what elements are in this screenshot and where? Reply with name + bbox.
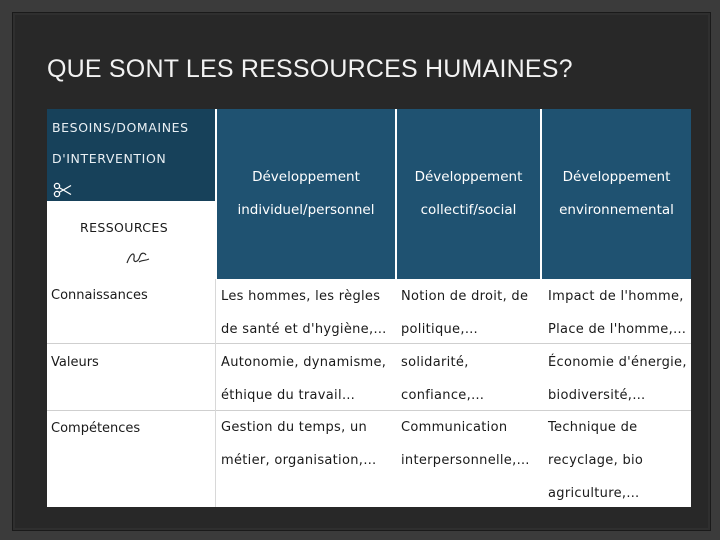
row-label-valeurs: Valeurs <box>51 355 99 370</box>
col-divider-3 <box>540 109 542 279</box>
slide <box>12 12 711 531</box>
row-divider-1 <box>47 343 691 344</box>
col-divider-2 <box>395 109 397 279</box>
row-label-competences: Compétences <box>51 421 141 436</box>
header-band <box>215 109 691 279</box>
body-col-divider-1 <box>215 279 216 507</box>
corner-resources-area <box>47 201 215 279</box>
corner-label-line2: D'INTERVENTION <box>52 151 167 166</box>
table-cell: Notion de droit, de <box>401 289 529 304</box>
table-cell: Gestion du temps, un <box>221 420 368 435</box>
table-cell: Technique de <box>548 420 638 435</box>
corner-label-resources: RESSOURCES <box>80 220 169 235</box>
column-header-3-line1: Développement <box>562 169 671 185</box>
table-cell: de santé et d'hygiène,… <box>221 322 387 337</box>
table-cell: biodiversité,… <box>548 388 646 403</box>
row-divider-2 <box>47 410 691 411</box>
column-header-1-line2: individuel/personnel <box>237 202 375 218</box>
column-header-2-line1: Développement <box>414 169 523 185</box>
row-label-connaissances: Connaissances <box>51 288 148 303</box>
table-cell: confiance,… <box>401 388 485 403</box>
ornament-icon <box>125 250 151 266</box>
column-header-2-line2: collectif/social <box>420 202 517 218</box>
slide-title: QUE SONT LES RESSOURCES HUMAINES? <box>47 55 573 83</box>
table-cell: Autonomie, dynamisme, <box>221 355 387 370</box>
table-cell: Économie d'énergie, <box>548 355 687 370</box>
scissors-icon <box>53 182 73 198</box>
table-cell: agriculture,… <box>548 486 640 501</box>
table-cell: solidarité, <box>401 355 469 370</box>
table-cell: interpersonnelle,… <box>401 453 530 468</box>
table-cell: éthique du travail… <box>221 388 356 403</box>
resources-table <box>47 109 691 507</box>
table-cell: Place de l'homme,… <box>548 322 687 337</box>
table-cell: politique,… <box>401 322 479 337</box>
corner-label-line1: BESOINS/DOMAINES <box>52 120 189 135</box>
column-header-1-line1: Développement <box>252 169 360 185</box>
table-cell: métier, organisation,… <box>221 453 377 468</box>
table-cell: Impact de l'homme, <box>548 289 684 304</box>
table-cell: recyclage, bio <box>548 453 644 468</box>
column-header-3-line2: environnemental <box>559 202 674 218</box>
table-cell: Les hommes, les règles <box>221 289 381 304</box>
table-cell: Communication <box>401 420 508 435</box>
